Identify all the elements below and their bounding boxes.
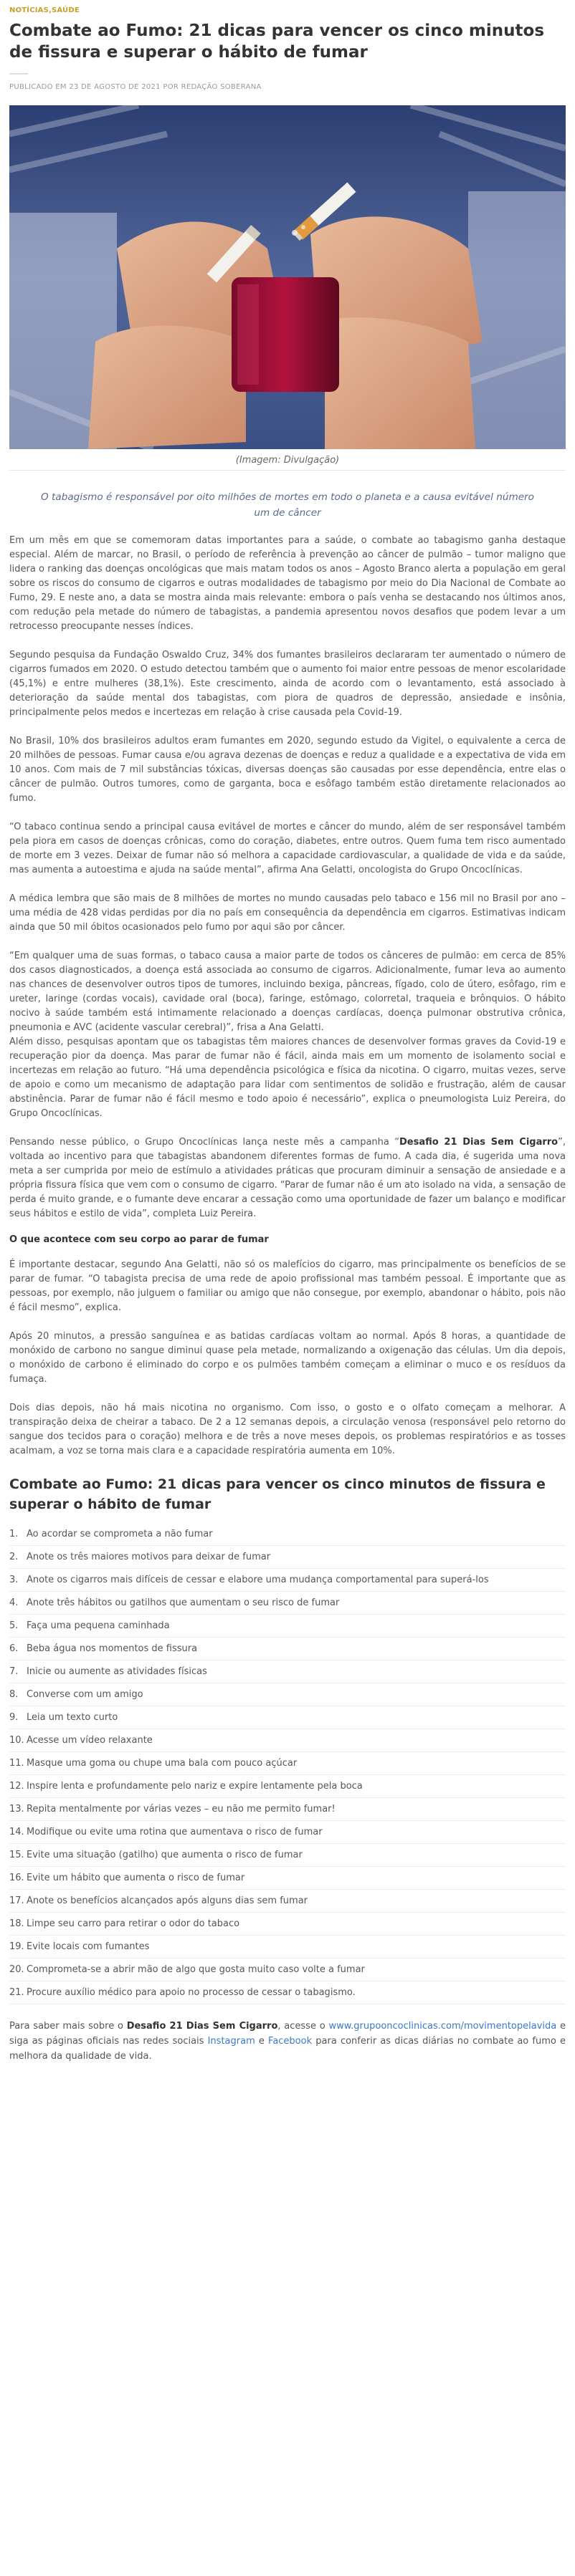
- tip-text: Inspire lenta e profundamente pelo nariz e expire lentamente pela boca: [27, 1781, 363, 1792]
- image-caption: (Imagem: Divulgação): [235, 455, 340, 466]
- tip-number: 2.: [9, 1552, 19, 1562]
- tip-text: Faça uma pequena caminhada: [27, 1620, 170, 1631]
- closing-text-e: e: [255, 2036, 269, 2047]
- tip-item: [9, 1981, 566, 2004]
- tips-heading: Combate ao Fumo: 21 dicas para vencer os cinco minutos de fissura e superar o hábito de fumar: [9, 1476, 546, 1512]
- tip-text: Comprometa-se a abrir mão de algo que gosta muito caso volte a fumar: [27, 1964, 365, 1975]
- facebook-link[interactable]: Facebook: [268, 2036, 313, 2047]
- article-meta: [9, 83, 566, 91]
- paragraph-6-continued: Além disso, pesquisas apontam que os tabagistas têm maiores chances de desenvolver formas graves da Covid-19 e recuperação pior da doença. Mas parar de fumar não é fácil, ainda mais em um momento de isolamento social e incertezas em relação ao futuro. “Há uma dependência psicológica e física da nicotina. O cigarro, muitas vezes, serve de apoio e como um mecanismo de adaptação para lidar com sentimentos de solidão e frustração, além de causar abstinência. Parar de fumar não é fácil mesmo e todo apoio é necessário”, explica o pneumologista Luiz Pereira, do Grupo Oncoclínicas.: [9, 1037, 566, 1119]
- tip-text: Masque uma goma ou chupe uma bala com pouco açúcar: [27, 1758, 298, 1769]
- tip-text: Evite uma situação (gatilho) que aumenta o risco de fumar: [27, 1850, 303, 1860]
- paragraph-9: Após 20 minutos, a pressão sanguínea e as batidas cardíacas voltam ao normal. Após 8 horas, a quantidade de monóxido de carbono no sangue diminui quase pela metade, normalizando a oxigenação das células. Um dia depois, o monóxido de carbono é eliminado do corpo e os pulmões também começam a eliminar o muco e os resíduos da fumaça.: [9, 1331, 566, 1385]
- tip-text: Anote três hábitos ou gatilhos que aumentam o seu risco de fumar: [27, 1597, 340, 1608]
- instagram-link[interactable]: Instagram: [207, 2036, 255, 2047]
- caption-divider: [9, 470, 566, 471]
- tip-text: Acesse um vídeo relaxante: [27, 1735, 153, 1746]
- tip-item: [9, 1913, 566, 1936]
- tip-item: [9, 1775, 566, 1798]
- paragraph-1: Em um mês em que se comemoram datas importantes para a saúde, o combate ao tabagismo ganha destaque especial. Além de marcar, no Brasil, o período de referência à prevenção ao câncer de pulmão – tumor maligno que lidera o ranking das doenças oncológicas que mais matam todos os anos – Agosto Branco alerta a população em geral sobre os riscos do consumo de cigarros e outras modalidades de tabagismo por meio do Dia Nacional de Combate ao Fumo, 29. E neste ano, a data se mostra ainda mais relevante: embora o país venha se destacando nos últimos anos, com redução pela metade do número de tabagistas, a pandemia apresentou novos desafios que podem levar a um retrocesso preocupante nesses índices.: [9, 535, 566, 632]
- tip-text: Procure auxílio médico para apoio no processo de cessar o tabagismo.: [27, 1987, 356, 1998]
- campaign-name: Desafio 21 Dias Sem Cigarro: [399, 1137, 559, 1148]
- tip-text: Leia um texto curto: [27, 1712, 118, 1723]
- tip-item: [9, 1752, 566, 1775]
- bottom-spacer: [9, 2064, 566, 2092]
- article-title: Combate ao Fumo: 21 dicas para vencer os cinco minutos de fissura e superar o hábito de fumar: [9, 21, 545, 62]
- tip-number: 13.: [9, 1804, 24, 1815]
- tip-number: 1.: [9, 1529, 19, 1539]
- tip-number: 21.: [9, 1987, 24, 1998]
- tip-item: [9, 1615, 566, 1638]
- closing-campaign-name: Desafio 21 Dias Sem Cigarro: [126, 2021, 278, 2032]
- paragraph-2: Segundo pesquisa da Fundação Oswaldo Cruz, 34% dos fumantes brasileiros declararam ter aumentado o número de cigarros fumados em 2020. O estudo detectou também que o aumento foi maior entre pessoas de menor escolaridade (45,1%) e entre mulheres (38,1%). Este crescimento, ainda de acordo com o levantamento, está associado à deterioração da saúde mental dos tabagistas, com piora de quadros de depressão, ansiedade e insônia, principalmente pelos medos e incertezas em relação à crise causada pela Covid-19.: [9, 650, 566, 718]
- tip-item: [9, 1890, 566, 1913]
- tip-number: 14.: [9, 1827, 24, 1837]
- tip-number: 20.: [9, 1964, 24, 1975]
- tip-item: [9, 1546, 566, 1569]
- tip-number: 10.: [9, 1735, 24, 1746]
- tip-number: 9.: [9, 1712, 19, 1723]
- meta-by: POR: [163, 83, 179, 91]
- paragraph-6-quote: “Em qualquer uma de suas formas, o tabaco causa a maior parte de todos os cânceres de pulmão: em cerca de 85% dos casos diagnosticados, a doença está associada ao consumo de cigarros. Adicionalmente, fumar leva ao aumento nas chances de desenvolver outros tipos de tumores, incluindo bexiga, pâncreas, fígado, colo de útero, esôfago, rim e ureter, laringe (cordas vocais), cavidade oral (boca), faringe, estômago, colorretal, traqueia e brônquios. O hábito nocivo à saúde também está intimamente relacionado a doenças cardíacas, doença pulmonar obstrutiva crônica, pneumonia e AVC (acidente vascular cerebral)”, frisa a Ana Gelatti.: [9, 951, 566, 1033]
- paragraph-3: No Brasil, 10% dos brasileiros adultos eram fumantes em 2020, segundo estudo da Vigitel, o equivalente a cerca de 20 milhões de pessoas. Fumar causa e/ou agrava dezenas de doenças e reduz a qualidade e a expectativa de vida em 10 anos. Com mais de 7 mil substâncias tóxicas, diversas doenças são causadas por esse dependência, entre elas o câncer de pulmão. Outros tumores, como de garganta, boca e esôfago também estão diretamente relacionados ao fumo.: [9, 736, 566, 804]
- tip-number: 3.: [9, 1575, 19, 1585]
- tip-item: [9, 1638, 566, 1661]
- paragraph-7-end: ”, voltada ao incentivo para que tabagistas abandonem diferentes formas de fumo. A cada dia, é sugerida uma nova meta a ser cumprida por meio de estímulo a atividades práticas que procuram diminuir a sensação de ansiedade e a própria fissura física que vem com o consumo de cigarro. “Parar de fumar não é um ato isolado na vida, a sensação de perda é muito grande, e o fumante deve encarar a cessação como uma oportunidade de fazer um balanço e modificar seus hábitos e estilo de vida”, completa Luiz Pereira.: [9, 1137, 566, 1219]
- tip-number: 6.: [9, 1643, 19, 1654]
- paragraph-10: Dois dias depois, não há mais nicotina no organismo. Com isso, o gosto e o olfato começam a melhorar. A transpiração deixa de cheirar a tabaco. De 2 a 12 semanas depois, a circulação venosa (responsável pelo retorno do sangue dos tecidos para o coração) melhora e de três a nove meses depois, os problemas respiratórios e as tosses acalmam, a voz se torna mais clara e a capacidade respiratória aumenta em 10%.: [9, 1403, 566, 1456]
- tip-text: Modifique ou evite uma rotina que aumentava o risco de fumar: [27, 1827, 323, 1837]
- tip-number: 18.: [9, 1918, 24, 1929]
- tip-item: [9, 1959, 566, 1981]
- tip-item: [9, 1569, 566, 1592]
- paragraph-7: [9, 1135, 566, 1221]
- tip-text: Evite locais com fumantes: [27, 1941, 150, 1952]
- meta-prefix: PUBLICADO EM: [9, 83, 67, 91]
- closing-text-d: e siga as páginas oficiais nas redes sociais: [9, 2021, 566, 2047]
- meta-author[interactable]: REDAÇÃO SOBERANA: [181, 83, 262, 91]
- paragraph-5: A médica lembra que são mais de 8 milhões de mortes no mundo causadas pelo tabaco e 156 mil no Brasil por ano – uma média de 428 vidas perdidas por dia no país em consequência da dependência em cigarros. Estimativas indicam ainda que 50 mil óbitos ocasionados pelo fumo por aqui são por câncer.: [9, 893, 566, 933]
- tip-item: [9, 1729, 566, 1752]
- campaign-website-link[interactable]: www.grupooncoclinicas.com/movimentopelavida: [328, 2021, 557, 2032]
- tip-item: [9, 1936, 566, 1959]
- article-lead: O tabagismo é responsável por oito milhões de mortes em todo o planeta e a causa evitável número um de câncer: [41, 491, 534, 519]
- tip-text: Converse com um amigo: [27, 1689, 143, 1700]
- tip-number: 15.: [9, 1850, 24, 1860]
- tip-item: [9, 1592, 566, 1615]
- closing-text-f: para conferir as dicas diárias no combate ao fumo e melhora da qualidade de vida.: [9, 2036, 566, 2062]
- category-links[interactable]: NOTÍCIAS,SAÚDE: [9, 6, 80, 14]
- tip-number: 17.: [9, 1895, 24, 1906]
- closing-paragraph: [9, 2019, 566, 2064]
- tip-number: 5.: [9, 1620, 19, 1631]
- tips-list: [9, 1523, 566, 2004]
- tip-number: 4.: [9, 1597, 19, 1608]
- tip-item: [9, 1821, 566, 1844]
- tip-item: [9, 1523, 566, 1546]
- closing-text-a: Para saber mais sobre o: [9, 2021, 127, 2032]
- broken-cigarette-illustration: [9, 105, 566, 449]
- title-divider: [9, 73, 28, 75]
- tip-item: [9, 1867, 566, 1890]
- tip-text: Anote os três maiores motivos para deixar de fumar: [27, 1552, 271, 1562]
- tip-text: Inicie ou aumente as atividades físicas: [27, 1666, 207, 1677]
- paragraph-7-start: Pensando nesse público, o Grupo Oncoclínicas lança neste mês a campanha “: [9, 1137, 399, 1148]
- tip-number: 16.: [9, 1873, 24, 1883]
- tip-text: Limpe seu carro para retirar o odor do tabaco: [27, 1918, 240, 1929]
- tip-number: 7.: [9, 1666, 19, 1677]
- tip-item: [9, 1661, 566, 1683]
- tip-item: [9, 1844, 566, 1867]
- tip-number: 19.: [9, 1941, 24, 1952]
- tip-item: [9, 1798, 566, 1821]
- tip-item: [9, 1683, 566, 1706]
- paragraph-8: É importante destacar, segundo Ana Gelatti, não só os malefícios do cigarro, mas principalmente os benefícios de se parar de fumar. “O tabagista precisa de uma rede de apoio profissional mas também pessoal. É importante que as pessoas, por exemplo, não julguem o familiar ou amigo que não consegue, por exemplo, abandonar o hábito, pois não é fácil mesmo”, explica.: [9, 1259, 566, 1313]
- section-subheading: O que acontece com seu corpo ao parar de fumar: [9, 1234, 269, 1245]
- tip-number: 11.: [9, 1758, 24, 1769]
- paragraph-4: “O tabaco continua sendo a principal causa evitável de mortes e câncer do mundo, além de ser responsável também pela piora em casos de doenças crônicas, como do coração, diabetes, entre outros. Quem fuma tem risco aumentado de morte em 3 vezes. Deixar de fumar não só melhora a capacidade cardiovascular, a qualidade de vida e da saúde, mas aumenta a autoestima e ajuda na saúde mental”, afirma Ana Gelatti, oncologista do Grupo Oncoclínicas.: [9, 822, 566, 875]
- tip-number: 8.: [9, 1689, 19, 1700]
- hero-image: [9, 105, 566, 449]
- tip-text: Anote os cigarros mais difíceis de cessar e elabore uma mudança comportamental para superá-los: [27, 1575, 489, 1585]
- meta-date: 23 DE AGOSTO DE 2021: [69, 83, 161, 91]
- tip-number: 12.: [9, 1781, 24, 1792]
- tip-item: [9, 1706, 566, 1729]
- paragraph-6: [9, 949, 566, 1121]
- tip-text: Beba água nos momentos de fissura: [27, 1643, 198, 1654]
- tip-text: Evite um hábito que aumenta o risco de fumar: [27, 1873, 245, 1883]
- tip-text: Anote os benefícios alcançados após alguns dias sem fumar: [27, 1895, 308, 1906]
- tip-text: Repita mentalmente por várias vezes – eu não me permito fumar!: [27, 1804, 336, 1815]
- tip-text: Ao acordar se comprometa a não fumar: [27, 1529, 213, 1539]
- closing-text-c: , acesse o: [277, 2021, 329, 2032]
